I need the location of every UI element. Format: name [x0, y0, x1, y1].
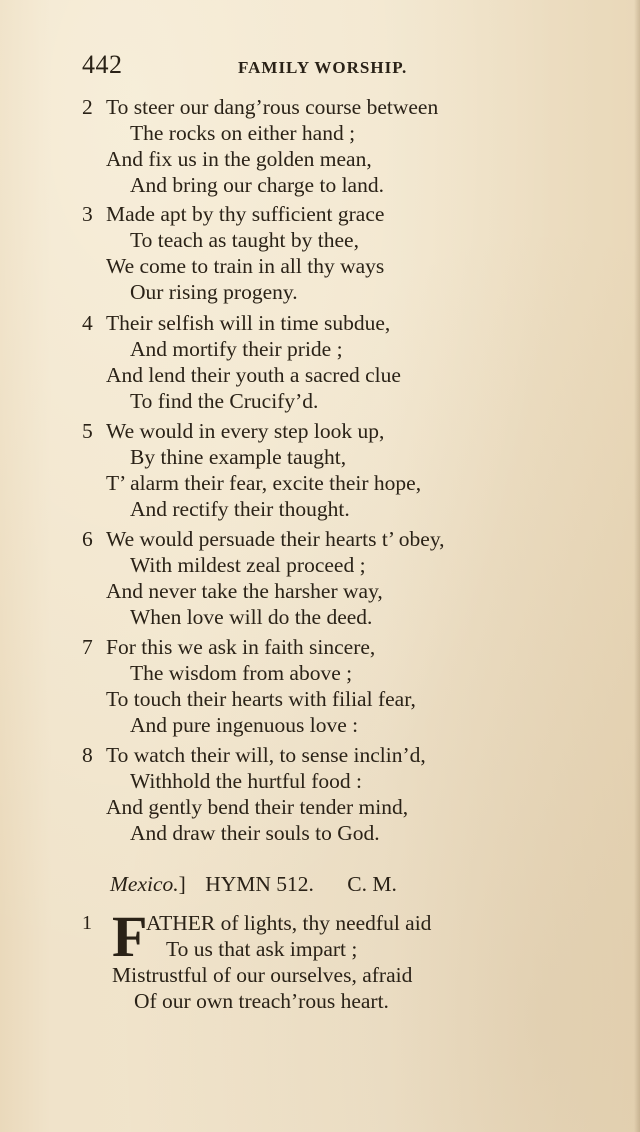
stanza	[82, 742, 552, 846]
hymn-meter: C. M.	[347, 872, 397, 896]
verse-line: To teach as taught by thee,	[130, 228, 359, 252]
verse-number: 8	[82, 743, 93, 767]
stanza	[82, 201, 552, 305]
stanza	[82, 310, 552, 414]
verse-line: The rocks on either hand ;	[130, 121, 356, 145]
stanza	[82, 94, 552, 198]
verse-number: 2	[82, 95, 93, 119]
verse-line: And draw their souls to God.	[130, 821, 380, 845]
verse-line: To us that ask impart ;	[166, 937, 358, 961]
page-number: 442	[82, 50, 123, 79]
verse-line: When love will do the deed.	[130, 605, 373, 629]
verse-number: 7	[82, 635, 93, 659]
hymn-header	[110, 872, 397, 897]
hymn-number: HYMN 512.	[205, 872, 314, 896]
tune-name: Mexico.	[110, 872, 179, 896]
verse-line: To steer our dang’rous course between	[106, 95, 439, 119]
verse-line: And bring our charge to land.	[130, 173, 384, 197]
verse-line: For this we ask in faith sincere,	[106, 635, 376, 659]
verse-line: To watch their will, to sense inclin’d,	[106, 743, 426, 767]
verse-line: Their selfish will in time subdue,	[106, 311, 391, 335]
verse-line: And pure ingenuous love :	[130, 713, 359, 737]
drop-cap: F	[112, 904, 148, 969]
verse-number: 5	[82, 419, 93, 443]
verse-line: And gently bend their tender mind,	[106, 795, 409, 819]
verse-line: And fix us in the golden mean,	[106, 147, 372, 171]
page-edge-shadow	[634, 0, 640, 1132]
verse-line: With mildest zeal proceed ;	[130, 553, 366, 577]
verse-line: T’ alarm their fear, excite their hope,	[106, 471, 422, 495]
verse-line: And lend their youth a sacred clue	[106, 363, 401, 387]
running-head: FAMILY WORSHIP.	[238, 58, 408, 77]
verse-number: 3	[82, 202, 93, 226]
verse-number: 6	[82, 527, 93, 551]
verse-line: To find the Crucify’d.	[130, 389, 319, 413]
verse-number: 1	[82, 912, 92, 934]
stanza	[82, 526, 552, 630]
verse-line: ATHER of lights, thy needful aid	[146, 911, 432, 935]
verse-line: Withhold the hurtful food :	[130, 769, 363, 793]
verse-line: We would persuade their hearts t’ obey,	[106, 527, 445, 551]
verse-line: Our rising progeny.	[130, 280, 298, 304]
verse-line: By thine example taught,	[130, 445, 347, 469]
stanza	[82, 418, 552, 522]
tune-bracket: ]	[178, 872, 186, 896]
verse-line: And rectify their thought.	[130, 497, 350, 521]
verse-line: To touch their hearts with filial fear,	[106, 687, 416, 711]
stanza	[82, 634, 552, 738]
verse-number: 4	[82, 311, 93, 335]
verse-line: Mistrustful of our ourselves, afraid	[112, 963, 413, 987]
verse-line: We would in every step look up,	[106, 419, 385, 443]
verse-line: Made apt by thy sufficient grace	[106, 202, 385, 226]
verse-line: And never take the harsher way,	[106, 579, 383, 603]
verse-line: And mortify their pride ;	[130, 337, 343, 361]
verse-line: Of our own treach’rous heart.	[134, 989, 389, 1013]
verse-line: The wisdom from above ;	[130, 661, 353, 685]
verse-line: We come to train in all thy ways	[106, 254, 385, 278]
hymn-512-stanza	[82, 904, 552, 1014]
